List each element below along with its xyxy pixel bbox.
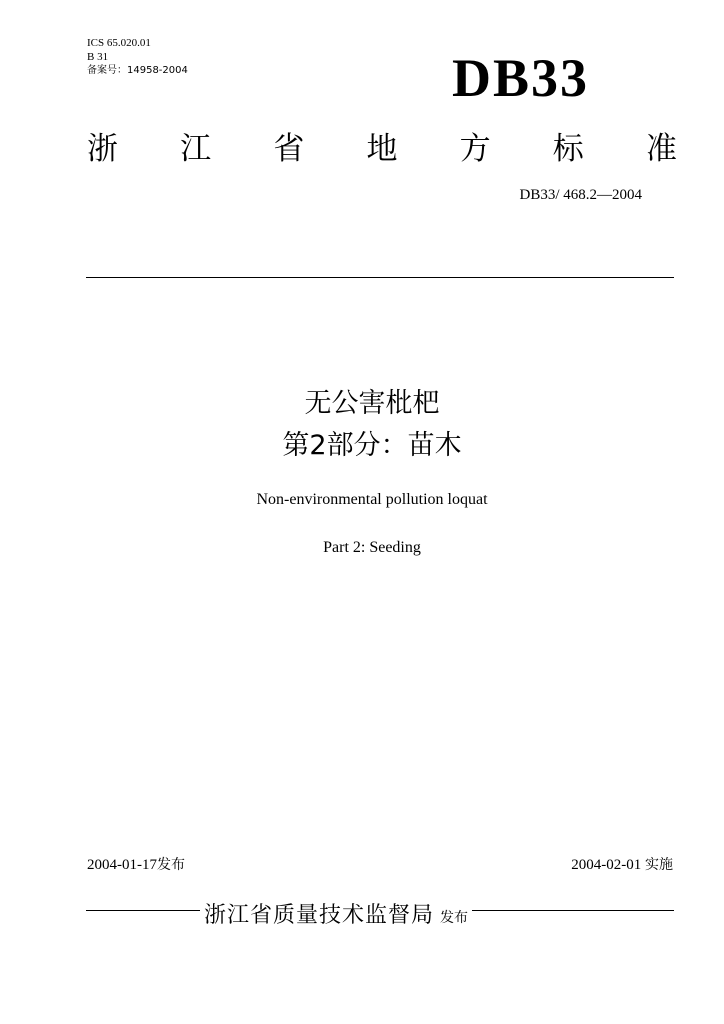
issue-date: 2004-01-17 (87, 857, 157, 873)
title-en-line1: Non-environmental pollution loquat (256, 491, 488, 508)
standard-type-char: 浙 (87, 131, 118, 167)
standard-type-char: 省 (273, 131, 305, 167)
implement-date-block (571, 854, 673, 874)
standard-type-char: 标 (552, 131, 584, 167)
filing-number: 备案号：14958-2004 (87, 65, 188, 76)
header-divider (86, 277, 674, 278)
db33-logo: DB33 (452, 48, 590, 108)
standard-type-title (87, 130, 677, 168)
implement-label: 实施 (645, 857, 673, 873)
standard-number: DB33/ 468.2—2004 (519, 187, 642, 203)
standard-type-char: 准 (645, 131, 677, 167)
title-cn-line1: 无公害枇杷 (304, 388, 440, 419)
title-en-line2: Part 2: Seeding (323, 539, 421, 556)
standard-type-char: 地 (366, 131, 398, 167)
issuer-suffix: 发布 (440, 910, 469, 926)
issue-label: 发布 (157, 857, 185, 873)
standard-type-char: 方 (459, 131, 491, 167)
standard-type-char: 江 (180, 131, 212, 167)
issuer-block (200, 898, 472, 929)
implement-date: 2004-02-01 (571, 857, 642, 873)
ics-code: ICS 65.020.01 (87, 37, 151, 49)
ccs-code: B 31 (87, 51, 109, 63)
issuer-org: 浙江省质量技术监督局 (204, 903, 435, 928)
title-cn-line2: 第2部分：苗木 (282, 430, 462, 461)
issue-date-block (87, 854, 185, 874)
